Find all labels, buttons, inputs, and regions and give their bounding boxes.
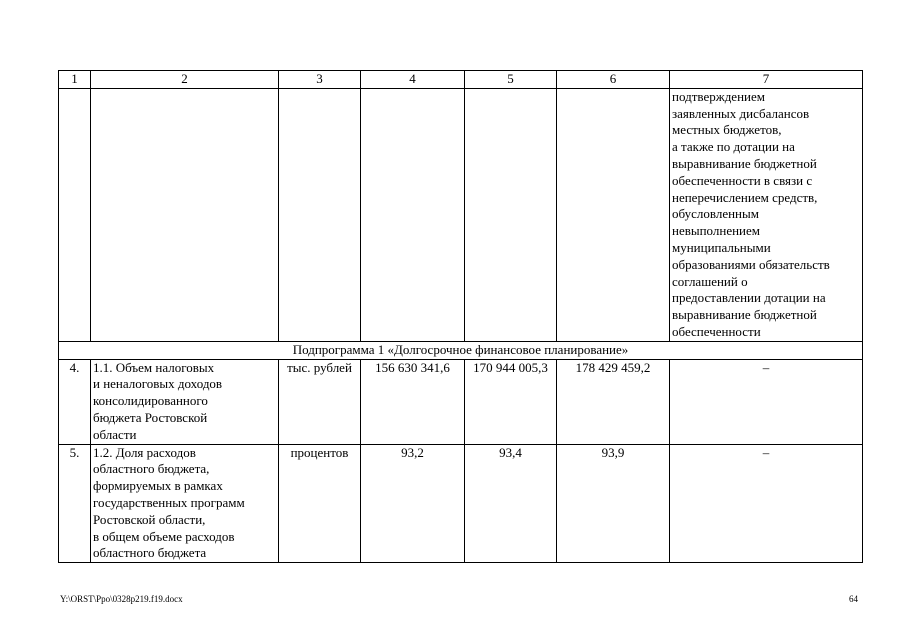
value-col5: 93,4	[465, 444, 557, 563]
header-cell-5: 5	[465, 71, 557, 89]
value-col5: 170 944 005,3	[465, 359, 557, 444]
value-col6: 93,9	[557, 444, 670, 563]
unit-cell: тыс. рублей	[279, 359, 361, 444]
header-cell-4: 4	[361, 71, 465, 89]
indicator-table	[58, 70, 863, 563]
row-number: 4.	[59, 359, 91, 444]
continuation-row	[59, 88, 863, 341]
continued-note-cell: подтверждением заявленных дисбалансов местных бюджетов, а также по дотации на выравнивание бюджетной обеспеченности в связи с неперечислением средств, обусловленным невыполнением муниципальными образованиями обязательств соглашений о предоставлении дотации на выравнивание бюджетной обеспеченности	[670, 88, 863, 341]
column-number-row	[59, 71, 863, 89]
row-number: 5.	[59, 444, 91, 563]
subprogram-title: Подпрограмма 1 «Долгосрочное финансовое планирование»	[59, 341, 863, 359]
note-cell: –	[670, 444, 863, 563]
empty-cell	[361, 88, 465, 341]
table-row	[59, 359, 863, 444]
table-row	[59, 444, 863, 563]
indicator-name: 1.1. Объем налоговых и неналоговых доходов консолидированного бюджета Ростовской области	[91, 359, 279, 444]
file-path-footer: Y:\ORST\Ppo\0328p219.f19.docx	[60, 594, 183, 604]
value-col4: 156 630 341,6	[361, 359, 465, 444]
indicator-name: 1.2. Доля расходов областного бюджета, формируемых в рамках государственных программ Ростовской области, в общем объеме расходов областного бюджета	[91, 444, 279, 563]
unit-cell: процентов	[279, 444, 361, 563]
empty-cell	[465, 88, 557, 341]
subprogram-row	[59, 341, 863, 359]
header-cell-7: 7	[670, 71, 863, 89]
empty-cell	[557, 88, 670, 341]
empty-cell	[91, 88, 279, 341]
header-cell-6: 6	[557, 71, 670, 89]
page-number: 64	[849, 594, 858, 604]
note-cell: –	[670, 359, 863, 444]
header-cell-3: 3	[279, 71, 361, 89]
empty-cell	[59, 88, 91, 341]
value-col6: 178 429 459,2	[557, 359, 670, 444]
header-cell-2: 2	[91, 71, 279, 89]
value-col4: 93,2	[361, 444, 465, 563]
header-cell-1: 1	[59, 71, 91, 89]
empty-cell	[279, 88, 361, 341]
